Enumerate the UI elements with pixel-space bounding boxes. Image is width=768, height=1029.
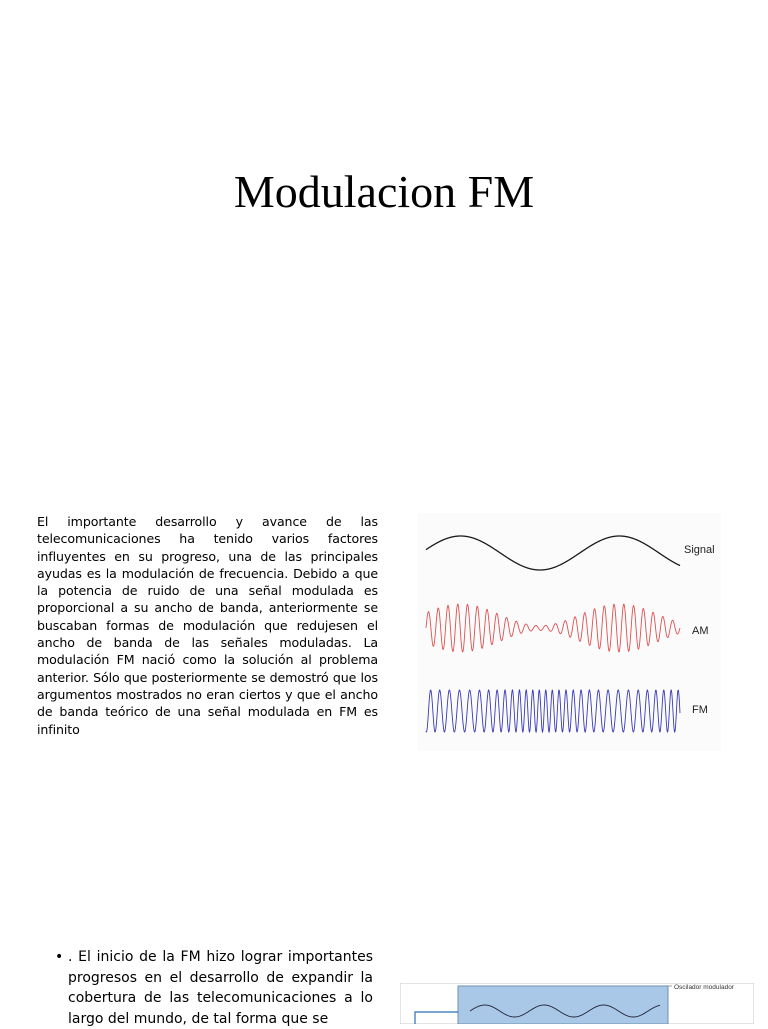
bullet-item	[55, 947, 373, 1029]
oscillator-label: Oscilador modulador	[674, 984, 734, 991]
bullet-marker: •	[55, 949, 64, 965]
am-waveform	[426, 604, 680, 652]
signal-waveform	[426, 536, 680, 570]
fm-label: FM	[692, 704, 708, 716]
slide-title: Modulacion FM	[233, 166, 535, 217]
modulation-waveforms-image	[418, 513, 721, 751]
body-paragraph: El importante desarrollo y avance de las telecomunicaciones ha tenido varios factores influyentes en su progreso, una de las principales ayudas es la modulación de frecuencia. Debido a que la potencia de ruido de una señal modulada es proporcional a su ancho de banda, anteriormente se buscaban formas de modulación que redujesen el ancho de banda de las señales moduladas. La modulación FM nació como la solución al problema anterior. Sólo que posteriormente se demostró que los argumentos mostrados no eran ciertos y que el ancho de banda teórico de una señal modulada en FM es infinito	[37, 514, 378, 737]
signal-label: Signal	[684, 544, 715, 556]
oscillator-diagram-image	[400, 983, 754, 1024]
bullet-text: . El inicio de la FM hizo lograr importantes progresos en el desarrollo de expandir la cobertura de las telecomunicaciones a lo largo del mundo, de tal forma que se	[68, 949, 373, 1027]
oscillator-panel	[458, 986, 668, 1024]
fm-waveform	[426, 690, 680, 732]
am-label: AM	[692, 625, 709, 637]
